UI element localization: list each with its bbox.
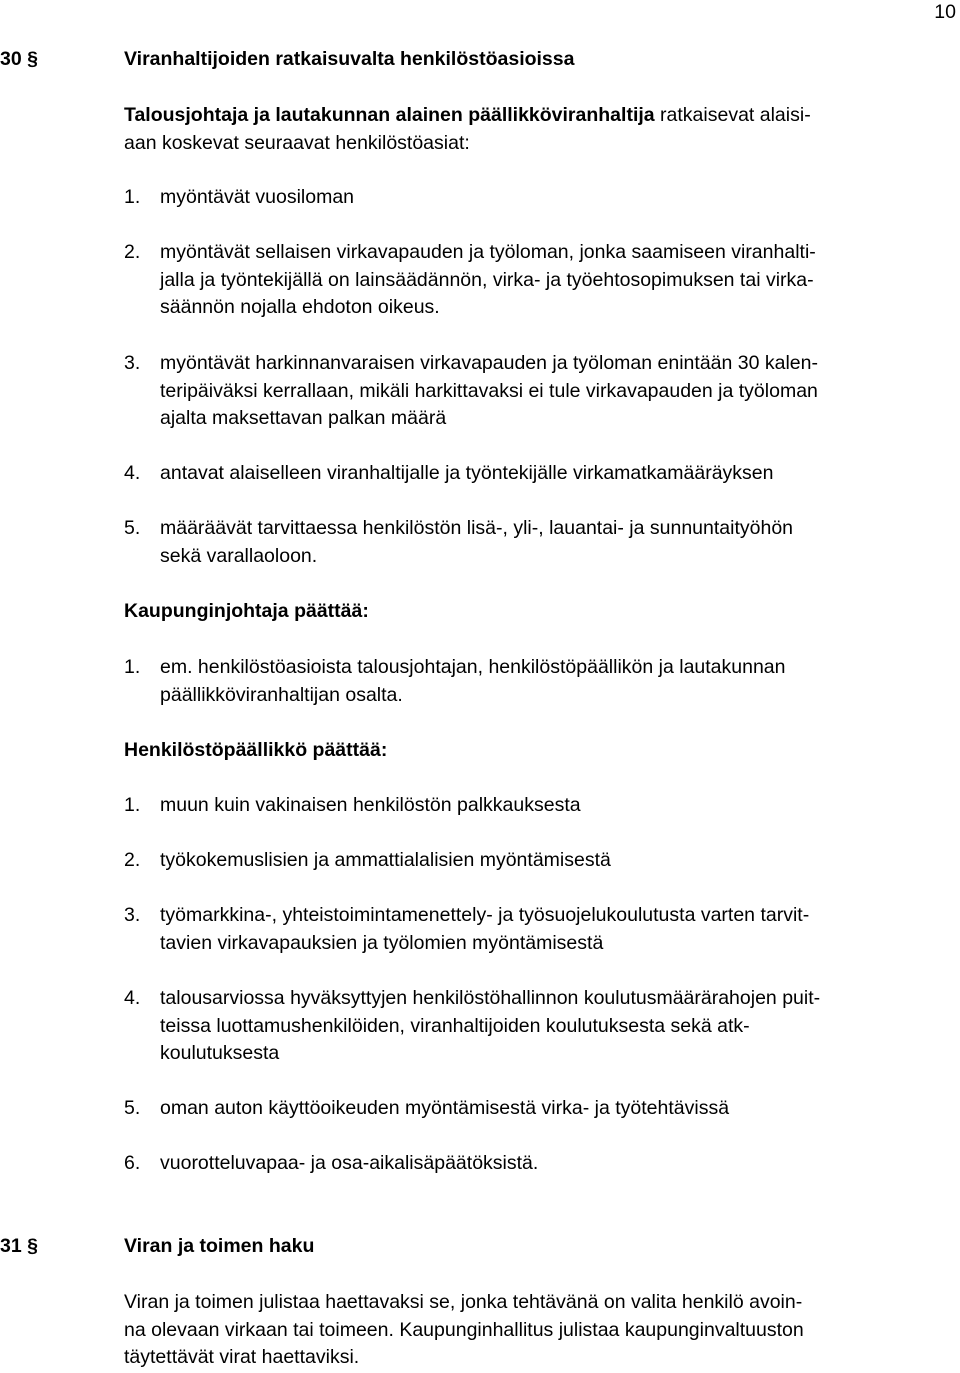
list-item-line: jalla ja työntekijällä on lainsäädännön, virka- ja työehtosopimuksen tai virka- xyxy=(160,268,814,291)
paragraph-line: na olevaan virkaan tai toimeen. Kaupunginhallitus julistaa kaupunginvaltuuston xyxy=(124,1318,804,1341)
list-item xyxy=(124,1095,924,1123)
list-item-line: myöntävät vuosiloman xyxy=(160,186,355,208)
list-item-line: muun kuin vakinaisen henkilöstön palkkauksesta xyxy=(160,794,581,816)
list-item xyxy=(124,239,924,322)
section-30-title: Viranhaltijoiden ratkaisuvalta henkilöstöasioissa xyxy=(124,48,575,70)
list-item xyxy=(124,985,924,1068)
intro-bold: Talousjohtaja ja lautakunnan alainen päällikköviranhaltija xyxy=(124,104,655,126)
list-item-text xyxy=(160,792,924,820)
list-item-text xyxy=(160,460,924,488)
list-item-line: päällikköviranhaltijan osalta. xyxy=(160,683,403,706)
list-item-text xyxy=(160,1095,924,1123)
list-item-text xyxy=(160,239,924,322)
section-31-number: 31 § xyxy=(0,1235,38,1257)
list-item-line: em. henkilöstöasioista talousjohtajan, henkilöstöpäällikön ja lautakunnan xyxy=(160,656,786,678)
list-item-number: 2. xyxy=(124,241,141,263)
list-item-line: myöntävät harkinnanvaraisen virkavapauden ja työloman enintään 30 kalen- xyxy=(160,352,818,374)
list-item-text xyxy=(160,184,924,212)
list-item-number: 4. xyxy=(124,987,141,1009)
list-item-number: 6. xyxy=(124,1152,141,1174)
list-item-text xyxy=(160,654,924,709)
list-item-line: työkokemuslisien ja ammattialalisien myöntämisestä xyxy=(160,849,611,871)
list-item-line: koulutuksesta xyxy=(160,1042,280,1065)
list-item xyxy=(124,847,924,875)
list-item-number: 3. xyxy=(124,904,141,926)
list-item-number: 1. xyxy=(124,186,141,208)
list-item-number: 1. xyxy=(124,794,141,816)
list-item-number: 5. xyxy=(124,517,141,539)
page-number: 10 xyxy=(934,1,956,23)
list-item-line: säännön nojalla ehdoton oikeus. xyxy=(160,296,440,319)
list-item xyxy=(124,902,924,957)
intro-line-1 xyxy=(124,102,924,130)
paragraph-line: Viran ja toimen julistaa haettavaksi se, jonka tehtävänä on valita henkilö avoin- xyxy=(124,1291,803,1313)
paragraph-line: täytettävät virat haettaviksi. xyxy=(124,1346,360,1369)
list-item-number: 5. xyxy=(124,1097,141,1119)
list-item-text xyxy=(160,1150,924,1178)
section-31-heading xyxy=(0,1233,314,1261)
section-31-paragraph xyxy=(124,1289,924,1372)
section-30-intro xyxy=(124,102,924,157)
list-item-number: 4. xyxy=(124,462,141,484)
hr-manager-heading: Henkilöstöpäällikkö päättää: xyxy=(124,739,388,761)
list-item xyxy=(124,515,924,570)
section-30-number: 30 § xyxy=(0,48,38,70)
intro-line-1-rest: ratkaisevat alaisi- xyxy=(654,104,811,126)
list-item xyxy=(124,460,924,488)
list-item-line: ajalta maksettavan palkan määrä xyxy=(160,407,447,430)
list-item xyxy=(124,184,924,212)
list-item-line: sekä varallaoloon. xyxy=(160,544,318,567)
list-item xyxy=(124,350,924,433)
list-item-number: 2. xyxy=(124,849,141,871)
list-item-line: talousarviossa hyväksyttyjen henkilöstöhallinnon koulutusmäärärahojen puit- xyxy=(160,987,821,1009)
list-item xyxy=(124,1150,924,1178)
list-item-line: työmarkkina-, yhteistoimintamenettely- ja työsuojelukoulutusta varten tarvit- xyxy=(160,904,810,926)
list-item-line: määräävät tarvittaessa henkilöstön lisä-, yli-, lauantai- ja sunnuntaityöhön xyxy=(160,517,794,539)
section-31-title: Viran ja toimen haku xyxy=(124,1235,315,1257)
list-item-line: myöntävät sellaisen virkavapauden ja työloman, jonka saamiseen viranhalti- xyxy=(160,241,816,263)
list-item-number: 1. xyxy=(124,656,141,678)
list-item-number: 3. xyxy=(124,352,141,374)
section-30-heading xyxy=(0,46,574,74)
list-item-text xyxy=(160,350,924,433)
list-item-line: vuorotteluvapaa- ja osa-aikalisäpäätöksistä. xyxy=(160,1152,539,1174)
list-item-line: teripäiväksi kerrallaan, mikäli harkittavaksi ei tule virkavapauden ja työloman xyxy=(160,379,818,402)
list-item-line: tavien virkavapauksien ja työlomien myöntämisestä xyxy=(160,931,604,954)
list-item-text xyxy=(160,847,924,875)
mayor-heading: Kaupunginjohtaja päättää: xyxy=(124,600,369,622)
list-item-line: oman auton käyttöoikeuden myöntämisestä virka- ja työtehtävissä xyxy=(160,1097,730,1119)
list-item-line: teissa luottamushenkilöiden, viranhaltijoiden koulutuksesta sekä atk- xyxy=(160,1014,750,1037)
list-item-text xyxy=(160,515,924,570)
list-item-line: antavat alaiselleen viranhaltijalle ja työntekijälle virkamatkamääräyksen xyxy=(160,462,774,484)
list-item-text xyxy=(160,985,924,1068)
list-item xyxy=(124,654,924,709)
list-item-text xyxy=(160,902,924,957)
list-item xyxy=(124,792,924,820)
intro-line-2: aan koskevat seuraavat henkilöstöasiat: xyxy=(124,131,470,154)
